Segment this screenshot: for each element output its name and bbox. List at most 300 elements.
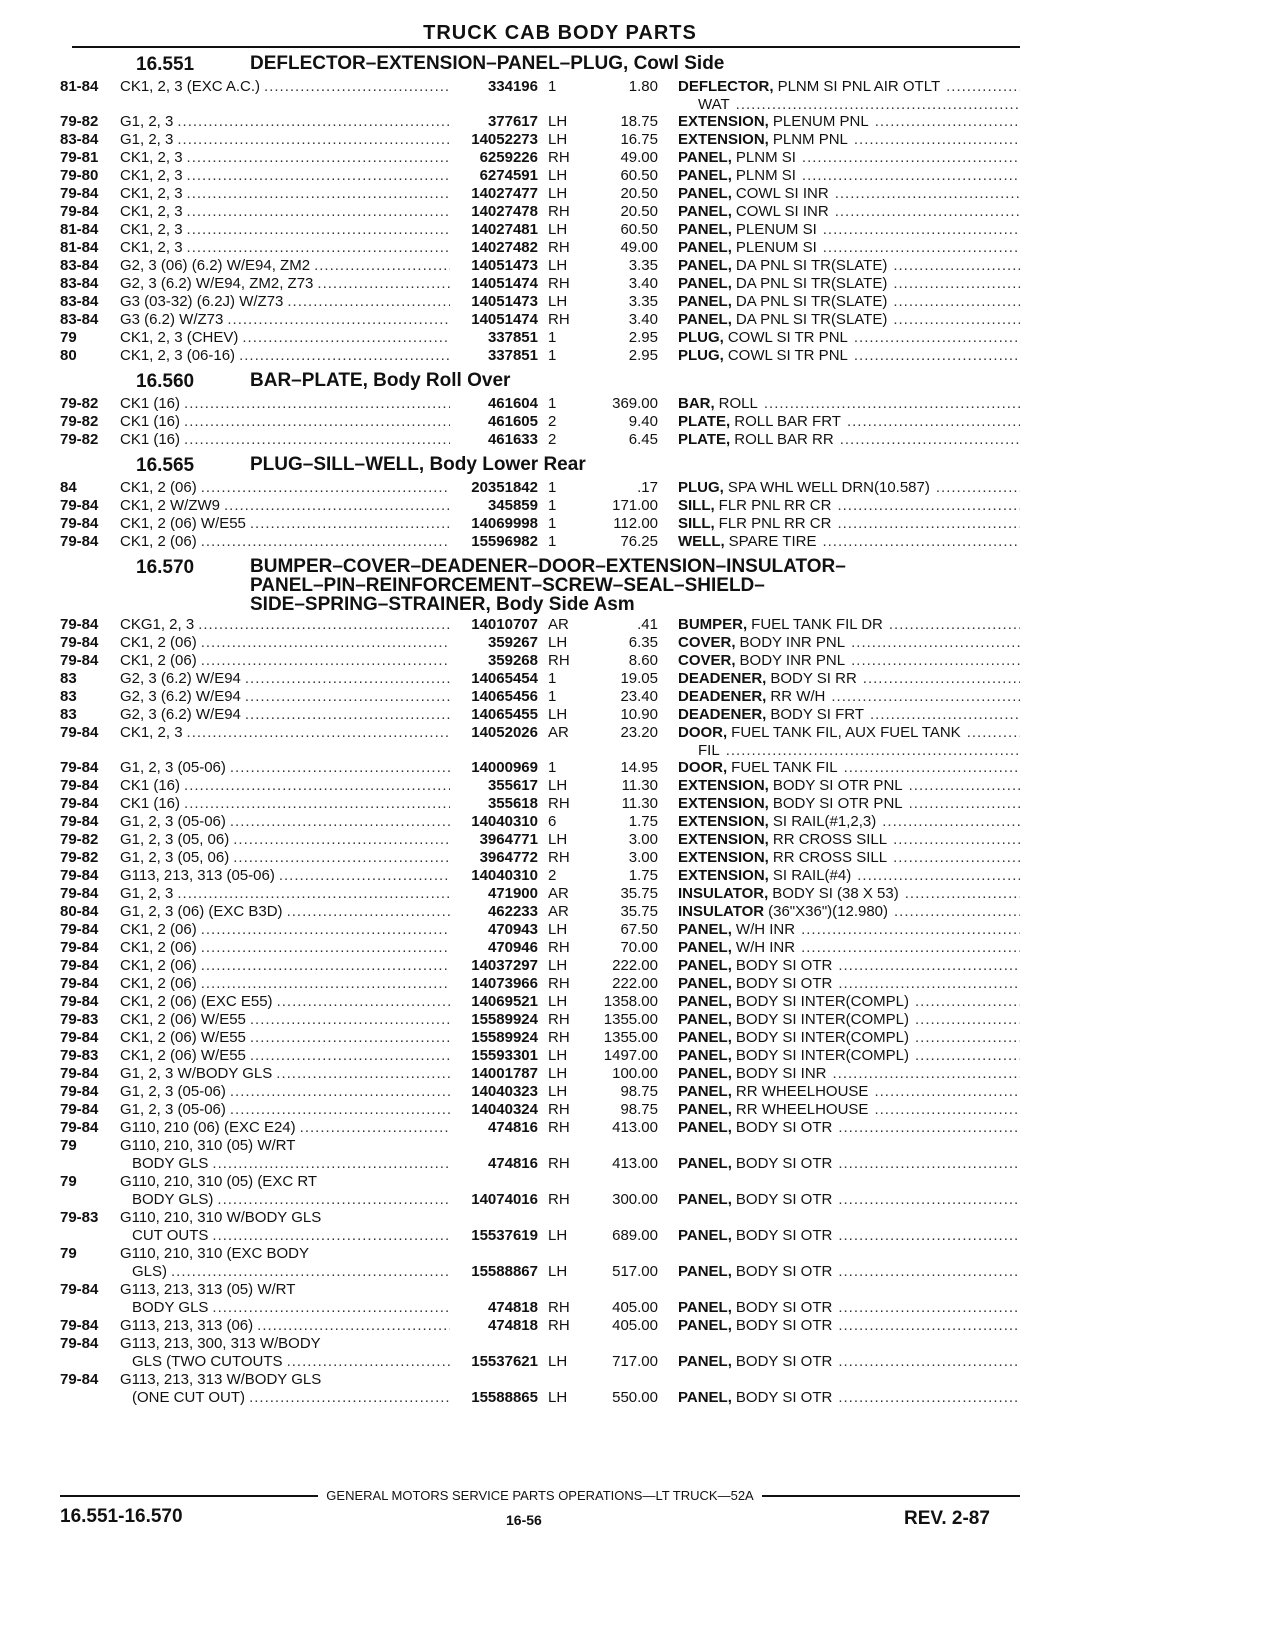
part-number: 359268	[487, 652, 538, 669]
table-row	[60, 706, 1020, 724]
model-text-cont: CUT OUTS	[132, 1227, 209, 1244]
quantity: LH	[548, 113, 568, 130]
model-year: 83-84	[60, 131, 99, 148]
description	[658, 1299, 1020, 1317]
model-text: G110, 210, 310 (EXC BODY	[120, 1245, 309, 1262]
table-row	[60, 395, 1020, 413]
quantity: RH	[548, 311, 570, 328]
description	[658, 1065, 1020, 1083]
part-number: 14040324	[471, 1101, 538, 1118]
description-name: PANEL,	[678, 1083, 732, 1100]
table-row-continued	[60, 1353, 1020, 1371]
part-number: 14069998	[471, 515, 538, 532]
description-name: PANEL,	[678, 957, 732, 974]
description	[658, 706, 1020, 724]
model-text: CK1, 2 (06) (EXC E55)	[120, 993, 273, 1010]
model-year: 79-84	[60, 867, 99, 884]
leader-dots	[909, 993, 1020, 1011]
description-name: BUMPER,	[678, 616, 748, 633]
quantity: 1	[548, 759, 557, 776]
leader-dots	[313, 275, 450, 293]
model-text: CK1, 2 W/ZW9	[120, 497, 221, 514]
quantity: AR	[548, 616, 569, 633]
description	[658, 497, 1020, 515]
table-row	[60, 1245, 1020, 1263]
quantity: 1	[548, 515, 557, 532]
part-number: 14051473	[471, 257, 538, 274]
price: 35.75	[620, 903, 658, 920]
price: 3.40	[628, 275, 658, 292]
leader-dots	[940, 78, 1020, 96]
table-row	[60, 1335, 1020, 1353]
part-number: 14027478	[471, 203, 538, 220]
leader-dots	[845, 634, 1020, 652]
leader-dots	[851, 867, 1020, 885]
leader-dots	[275, 867, 450, 885]
leader-dots	[310, 257, 450, 275]
description-detail: PLNM SI	[735, 149, 796, 166]
description	[658, 813, 1020, 831]
description	[658, 431, 1020, 449]
title-rule	[72, 46, 1020, 48]
table-row	[60, 975, 1020, 993]
quantity: LH	[548, 1263, 568, 1280]
table-row	[60, 849, 1020, 867]
price: 35.75	[620, 885, 658, 902]
description-name: BAR,	[678, 395, 715, 412]
model-text: CK1, 2 (06) W/E55	[120, 1011, 246, 1028]
leader-dots	[795, 921, 1020, 939]
model-application	[120, 1011, 450, 1029]
description	[658, 293, 1020, 311]
description-name: INSULATOR	[678, 903, 765, 920]
leader-dots	[829, 203, 1020, 221]
leader-dots	[180, 795, 450, 813]
part-number: 14027477	[471, 185, 538, 202]
price: 60.50	[620, 167, 658, 184]
model-text: CK1, 2, 3	[120, 203, 183, 220]
description	[658, 1047, 1020, 1065]
model-application	[120, 515, 450, 533]
leader-dots	[832, 1155, 1020, 1173]
part-number: 470946	[487, 939, 538, 956]
leader-dots	[832, 1191, 1020, 1209]
model-application	[120, 185, 450, 203]
description-name: PANEL,	[678, 1029, 732, 1046]
description-detail: BODY SI INTER(COMPL)	[735, 1029, 909, 1046]
leader-dots	[848, 347, 1020, 365]
description-name: EXTENSION,	[678, 813, 769, 830]
description	[658, 1191, 1020, 1209]
description-name: PANEL,	[678, 185, 732, 202]
leader-dots	[899, 885, 1020, 903]
price: 1.75	[628, 813, 658, 830]
model-text: G1, 2, 3 W/BODY GLS	[120, 1065, 273, 1082]
table-row	[60, 634, 1020, 652]
part-number: 15537621	[471, 1353, 538, 1370]
model-year: 79-84	[60, 616, 99, 633]
model-year: 79-82	[60, 431, 99, 448]
quantity: 1	[548, 497, 557, 514]
model-year: 84	[60, 479, 77, 496]
price: 550.00	[612, 1389, 658, 1406]
model-application	[120, 221, 450, 239]
quantity: AR	[548, 903, 569, 920]
model-application	[120, 1047, 450, 1065]
model-text-cont: BODY GLS	[132, 1299, 209, 1316]
model-year: 79-82	[60, 113, 99, 130]
quantity: LH	[548, 257, 568, 274]
footer-rule-right	[762, 1495, 1020, 1497]
price: 8.60	[628, 652, 658, 669]
model-year: 83-84	[60, 257, 99, 274]
model-text: G1, 2, 3 (05, 06)	[120, 831, 230, 848]
description	[658, 239, 1020, 257]
leader-dots	[173, 885, 450, 903]
footer-rule-left	[60, 1495, 318, 1497]
footer-page-number: 16-56	[506, 1512, 542, 1528]
leader-dots	[246, 1011, 450, 1029]
model-application-cont	[120, 1155, 450, 1173]
description-detail: (36"X36")(12.980)	[768, 903, 889, 920]
leader-dots	[909, 1047, 1020, 1065]
quantity: LH	[548, 957, 568, 974]
table-row	[60, 311, 1020, 329]
model-application	[120, 293, 450, 311]
description-detail: SPARE TIRE	[728, 533, 817, 550]
leader-dots	[720, 742, 1020, 759]
model-year: 79-83	[60, 1011, 99, 1028]
description-detail: RR CROSS SILL	[772, 849, 888, 866]
model-application	[120, 759, 450, 777]
table-row	[60, 724, 1020, 742]
leader-dots	[197, 479, 450, 497]
model-text: CK1 (16)	[120, 413, 181, 430]
model-application	[120, 203, 450, 221]
model-application	[120, 239, 450, 257]
table-row	[60, 867, 1020, 885]
table-row	[60, 149, 1020, 167]
price: 1358.00	[603, 993, 658, 1010]
model-application	[120, 1083, 450, 1101]
table-row	[60, 1011, 1020, 1029]
description-name: PLUG,	[678, 329, 724, 346]
model-text: CK1, 2 (06)	[120, 652, 197, 669]
description-name: DOOR,	[678, 724, 728, 741]
table-row	[60, 293, 1020, 311]
description	[658, 1317, 1020, 1335]
leader-dots	[887, 293, 1020, 311]
price: 369.00	[612, 395, 658, 412]
model-text: G1, 2, 3 (05-06)	[120, 1101, 226, 1118]
price: 20.50	[620, 203, 658, 220]
leader-dots	[832, 1317, 1020, 1335]
table-row	[60, 939, 1020, 957]
description-name: EXTENSION,	[678, 113, 769, 130]
description	[658, 885, 1020, 903]
model-application	[120, 831, 450, 849]
description	[658, 221, 1020, 239]
model-text: G2, 3 (6.2) W/E94	[120, 706, 241, 723]
part-number: 14052026	[471, 724, 538, 741]
model-application	[120, 497, 450, 515]
quantity: LH	[548, 1389, 568, 1406]
model-application	[120, 1335, 450, 1353]
model-application	[120, 1209, 450, 1227]
model-application	[120, 431, 450, 449]
leader-dots	[167, 1263, 450, 1281]
leader-dots	[838, 759, 1020, 777]
part-number: 14040323	[471, 1083, 538, 1100]
leader-dots	[197, 634, 450, 652]
description-name: PANEL,	[678, 921, 732, 938]
description	[658, 1083, 1020, 1101]
model-year: 79-83	[60, 1047, 99, 1064]
leader-dots	[903, 795, 1020, 813]
description-detail: PLENUM SI	[735, 239, 817, 256]
leader-dots	[197, 921, 450, 939]
leader-dots	[848, 329, 1020, 347]
description-detail: DA PNL SI TR(SLATE)	[735, 311, 888, 328]
part-number: 14065456	[471, 688, 538, 705]
quantity: RH	[548, 1317, 570, 1334]
price: 98.75	[620, 1083, 658, 1100]
part-number: 337851	[487, 347, 538, 364]
description	[658, 921, 1020, 939]
section-title: BUMPER–COVER–DEADENER–DOOR–EXTENSION–INSULATOR– PANEL–PIN–REINFORCEMENT–SCREW–SEAL–SHIELD– SIDE–SPRING–STRAINER, Body Side Asm	[250, 556, 846, 615]
description-detail: BODY SI OTR	[735, 1191, 833, 1208]
part-number: 14051474	[471, 275, 538, 292]
quantity: LH	[548, 1227, 568, 1244]
model-application	[120, 849, 450, 867]
spacer	[60, 96, 658, 113]
description-detail: BODY SI OTR	[735, 1227, 833, 1244]
model-text: CK1, 2, 3 (EXC A.C.)	[120, 78, 261, 95]
description-name: PLATE,	[678, 431, 731, 448]
description-cont-text	[658, 96, 1020, 113]
description	[658, 395, 1020, 413]
price: 3.00	[628, 831, 658, 848]
leader-dots	[848, 131, 1020, 149]
quantity: 1	[548, 78, 557, 95]
leader-dots	[832, 957, 1020, 975]
model-year: 79-84	[60, 921, 99, 938]
description	[658, 275, 1020, 293]
description-detail: RR WHEELHOUSE	[735, 1101, 869, 1118]
model-text: CK1 (16)	[120, 431, 181, 448]
table-row	[60, 903, 1020, 921]
model-application	[120, 957, 450, 975]
model-year: 79-84	[60, 203, 99, 220]
table-row	[60, 167, 1020, 185]
model-application-cont	[120, 1263, 450, 1281]
leader-dots	[795, 939, 1020, 957]
description	[658, 413, 1020, 431]
description-detail: W/H INR	[735, 921, 796, 938]
part-number: 14010707	[471, 616, 538, 633]
description-name: PANEL,	[678, 1119, 732, 1136]
quantity: LH	[548, 1083, 568, 1100]
price: 222.00	[612, 957, 658, 974]
model-year: 79-82	[60, 831, 99, 848]
section-header	[60, 371, 1020, 393]
description-detail: SI RAIL(#1,2,3)	[772, 813, 877, 830]
price: 11.30	[621, 795, 658, 812]
quantity: LH	[548, 921, 568, 938]
description-name: EXTENSION,	[678, 849, 769, 866]
quantity: RH	[548, 149, 570, 166]
description-name: PANEL,	[678, 149, 732, 166]
description-name: PANEL,	[678, 1317, 732, 1334]
part-number: 6259226	[479, 149, 538, 166]
description-name: PANEL,	[678, 1101, 732, 1118]
leader-dots	[888, 903, 1020, 921]
table-row	[60, 221, 1020, 239]
part-number: 15593301	[471, 1047, 538, 1064]
model-text: CK1, 2, 3	[120, 221, 183, 238]
parts-catalog-page	[60, 20, 1020, 1407]
description-name: PANEL,	[678, 1011, 732, 1028]
leader-dots	[246, 1047, 450, 1065]
description-detail: BODY SI OTR	[735, 1155, 833, 1172]
price: 171.00	[612, 497, 658, 514]
description-detail: SPA WHL WELL DRN(10.587)	[727, 479, 930, 496]
model-application	[120, 903, 450, 921]
description	[658, 724, 1020, 742]
part-number: 461633	[487, 431, 538, 448]
description-name: DOOR,	[678, 759, 728, 776]
part-number: 345859	[487, 497, 538, 514]
price: 1497.00	[603, 1047, 658, 1064]
description-detail: BODY SI INR	[735, 1065, 827, 1082]
model-text: CK1, 2, 3	[120, 185, 183, 202]
quantity: RH	[548, 1299, 570, 1316]
part-number: 14040310	[471, 867, 538, 884]
model-text: G113, 213, 313 (05) W/RT	[120, 1281, 296, 1298]
quantity: RH	[548, 1191, 570, 1208]
description-name: PANEL,	[678, 1389, 732, 1406]
description-detail: BODY SI OTR PNL	[772, 777, 903, 794]
description-name: PLUG,	[678, 347, 724, 364]
leader-dots	[183, 239, 450, 257]
description	[658, 533, 1020, 551]
price: 405.00	[612, 1299, 658, 1316]
leader-dots	[283, 903, 450, 921]
leader-dots	[825, 688, 1020, 706]
leader-dots	[796, 149, 1020, 167]
model-text: G110, 210 (06) (EXC E24)	[120, 1119, 296, 1136]
description	[658, 311, 1020, 329]
part-number: 474816	[487, 1155, 538, 1172]
quantity: 1	[548, 479, 557, 496]
model-year: 79-84	[60, 1371, 99, 1388]
part-number: 14037297	[471, 957, 538, 974]
price: 6.35	[628, 634, 658, 651]
description-detail: DA PNL SI TR(SLATE)	[735, 275, 888, 292]
description	[658, 515, 1020, 533]
model-text: G1, 2, 3 (05-06)	[120, 759, 226, 776]
model-application-cont	[120, 1299, 450, 1317]
table-row	[60, 616, 1020, 634]
model-year: 80	[60, 347, 77, 364]
description	[658, 1263, 1020, 1281]
spacer	[60, 742, 658, 759]
model-text: CK1, 2, 3	[120, 239, 183, 256]
table-row	[60, 1029, 1020, 1047]
page-title: TRUCK CAB BODY PARTS	[423, 22, 697, 44]
price: 16.75	[620, 131, 658, 148]
description-detail: BODY INR PNL	[739, 634, 846, 651]
model-year: 81-84	[60, 239, 99, 256]
quantity: RH	[548, 1119, 570, 1136]
price: 2.95	[628, 347, 658, 364]
description	[658, 795, 1020, 813]
description-detail: BODY SI FRT	[770, 706, 864, 723]
description	[658, 167, 1020, 185]
description	[658, 688, 1020, 706]
quantity: LH	[548, 706, 568, 723]
model-year: 79-84	[60, 1281, 99, 1298]
quantity: LH	[548, 777, 568, 794]
model-text: CK1, 2, 3 (CHEV)	[120, 329, 239, 346]
leader-dots	[283, 293, 450, 311]
leader-dots	[841, 413, 1020, 431]
leader-dots	[180, 413, 450, 431]
description-detail: BODY SI INTER(COMPL)	[735, 1011, 909, 1028]
description	[658, 939, 1020, 957]
model-application	[120, 1137, 450, 1155]
description	[658, 1119, 1020, 1137]
leader-dots	[831, 497, 1020, 515]
description	[658, 1011, 1020, 1029]
model-text: G2, 3 (6.2) W/E94	[120, 688, 241, 705]
price: 1355.00	[603, 1011, 658, 1028]
description-name: PANEL,	[678, 993, 732, 1010]
leader-dots	[817, 239, 1020, 257]
description-name: PLUG,	[678, 479, 724, 496]
section-number: 16.551	[136, 54, 195, 75]
section-header	[60, 455, 1020, 477]
description	[658, 670, 1020, 688]
leader-dots	[245, 1389, 450, 1407]
table-row-continued	[60, 1389, 1020, 1407]
quantity: RH	[548, 1155, 570, 1172]
table-row	[60, 347, 1020, 365]
leader-dots	[296, 1119, 450, 1137]
quantity: LH	[548, 131, 568, 148]
leader-dots	[183, 221, 450, 239]
part-number: 20351842	[471, 479, 538, 496]
footer-publisher: GENERAL MOTORS SERVICE PARTS OPERATIONS—LT TRUCK—52A	[326, 1488, 754, 1503]
model-text: G2, 3 (6.2) W/E94	[120, 670, 241, 687]
model-application	[120, 413, 450, 431]
table-row	[60, 329, 1020, 347]
model-text: G113, 213, 313 (05-06)	[120, 867, 275, 884]
table-row-continued	[60, 1263, 1020, 1281]
model-year: 83	[60, 670, 77, 687]
section-title: DEFLECTOR–EXTENSION–PANEL–PLUG, Cowl Side	[250, 53, 725, 74]
leader-dots	[183, 203, 450, 221]
description	[658, 759, 1020, 777]
part-number: 15588865	[471, 1389, 538, 1406]
part-number: 377617	[487, 113, 538, 130]
leader-dots	[226, 1083, 450, 1101]
description-name: SILL,	[678, 497, 715, 514]
leader-dots	[845, 652, 1020, 670]
leader-dots	[183, 149, 450, 167]
table-row	[60, 652, 1020, 670]
description-detail: BODY SI OTR	[735, 1299, 833, 1316]
